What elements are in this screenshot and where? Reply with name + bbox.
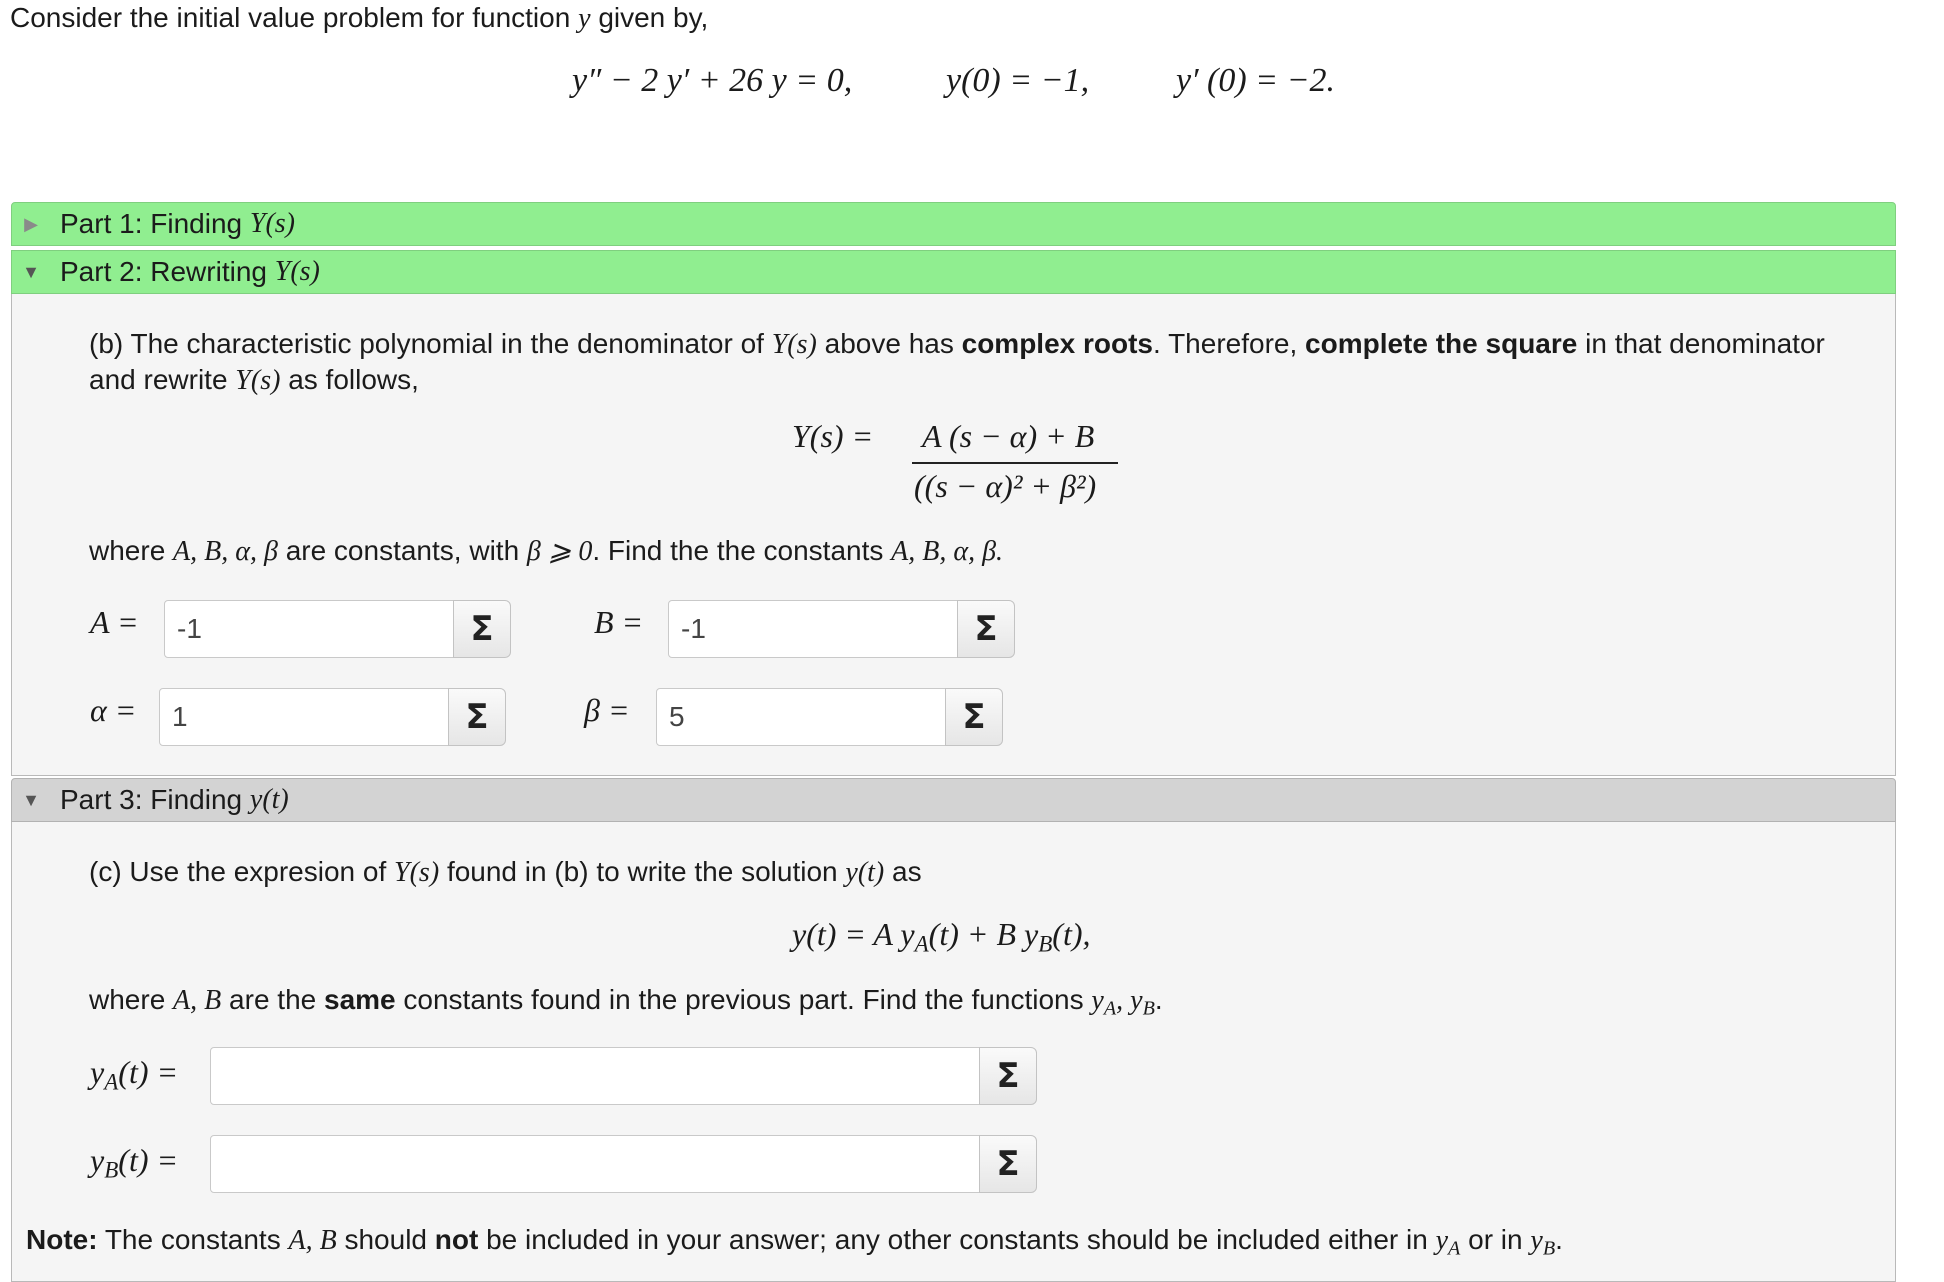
input-beta[interactable]: 5 <box>656 688 946 746</box>
input-B[interactable]: -1 <box>668 600 958 658</box>
ys-fraction-equation <box>792 418 1132 518</box>
sigma-icon: Σ <box>996 1144 1020 1184</box>
ode-equation <box>0 62 1944 108</box>
label-alpha: α = <box>90 692 137 728</box>
part2-where-line: where A, B, α, β are constants, with β ⩾ 0. Find the the constants A, B, α, β. <box>89 535 1004 567</box>
caret-right-icon: ▶ <box>24 213 38 234</box>
sigma-button-B[interactable] <box>957 600 1015 658</box>
input-alpha[interactable]: 1 <box>159 688 449 746</box>
sigma-button-A[interactable] <box>453 600 511 658</box>
part3-instructions: (c) Use the expresion of Y(s) found in (b) to write the solution y(t) as <box>89 856 922 888</box>
input-yA[interactable] <box>210 1047 980 1105</box>
sigma-icon: Σ <box>974 609 998 649</box>
part1-header[interactable]: ▶ Part 1: Finding Y(s) <box>11 202 1896 246</box>
fraction-denominator: ((s − α)² + β²) <box>914 468 1097 504</box>
label-beta: β = <box>584 692 630 728</box>
fraction-bar <box>912 462 1118 464</box>
part3-header[interactable]: ▼ Part 3: Finding y(t) <box>11 778 1896 822</box>
part2-instructions-line1: (b) The characteristic polynomial in the denominator of Y(s) above has complex roots. Therefore, complete the square in that denominator <box>89 328 1825 360</box>
label-B: B = <box>594 604 644 640</box>
caret-down-icon: ▼ <box>22 261 40 282</box>
label-A: A = <box>90 604 139 640</box>
part3-where-line: where A, B are the same constants found in the previous part. Find the functions $y_A$, $y_B$. <box>89 984 1163 1020</box>
sigma-button-alpha[interactable] <box>448 688 506 746</box>
sigma-icon: Σ <box>996 1056 1020 1096</box>
caret-down-icon: ▼ <box>22 789 40 810</box>
equation-lhs: Y(s) = <box>792 418 874 454</box>
part2-instructions-line2: and rewrite Y(s) as follows, <box>89 364 419 396</box>
label-yA: $y_A(t)$ = <box>90 1054 179 1095</box>
initial-condition-y: y(0) = −1, <box>946 62 1090 99</box>
input-yB[interactable] <box>210 1135 980 1193</box>
part2-panel <box>11 294 1896 776</box>
sigma-icon: Σ <box>962 697 986 737</box>
sigma-button-beta[interactable] <box>945 688 1003 746</box>
problem-intro: Consider the initial value problem for function y given by, <box>10 2 709 34</box>
sigma-icon: Σ <box>470 609 494 649</box>
ode-expression: y″ − 2 y′ + 26 y = 0, <box>572 62 853 99</box>
note-text: Note: The constants A, B should not be included in your answer; any other constants should be included either in $y_A$ or in $y_B$. <box>26 1224 1563 1260</box>
sigma-button-yB[interactable] <box>979 1135 1037 1193</box>
input-A[interactable]: -1 <box>164 600 454 658</box>
sigma-button-yA[interactable] <box>979 1047 1037 1105</box>
part3-panel <box>11 822 1896 1282</box>
part2-header[interactable]: ▼ Part 2: Rewriting Y(s) <box>11 250 1896 294</box>
label-yB: $y_B(t)$ = <box>90 1142 179 1183</box>
solution-form-equation: y(t) = A $y_A(t) + B$ $y_B(t)$, <box>792 916 1091 957</box>
fraction-numerator: A (s − α) + B <box>922 418 1095 454</box>
initial-condition-yprime: y′ (0) = −2. <box>1176 62 1336 99</box>
sigma-icon: Σ <box>465 697 489 737</box>
